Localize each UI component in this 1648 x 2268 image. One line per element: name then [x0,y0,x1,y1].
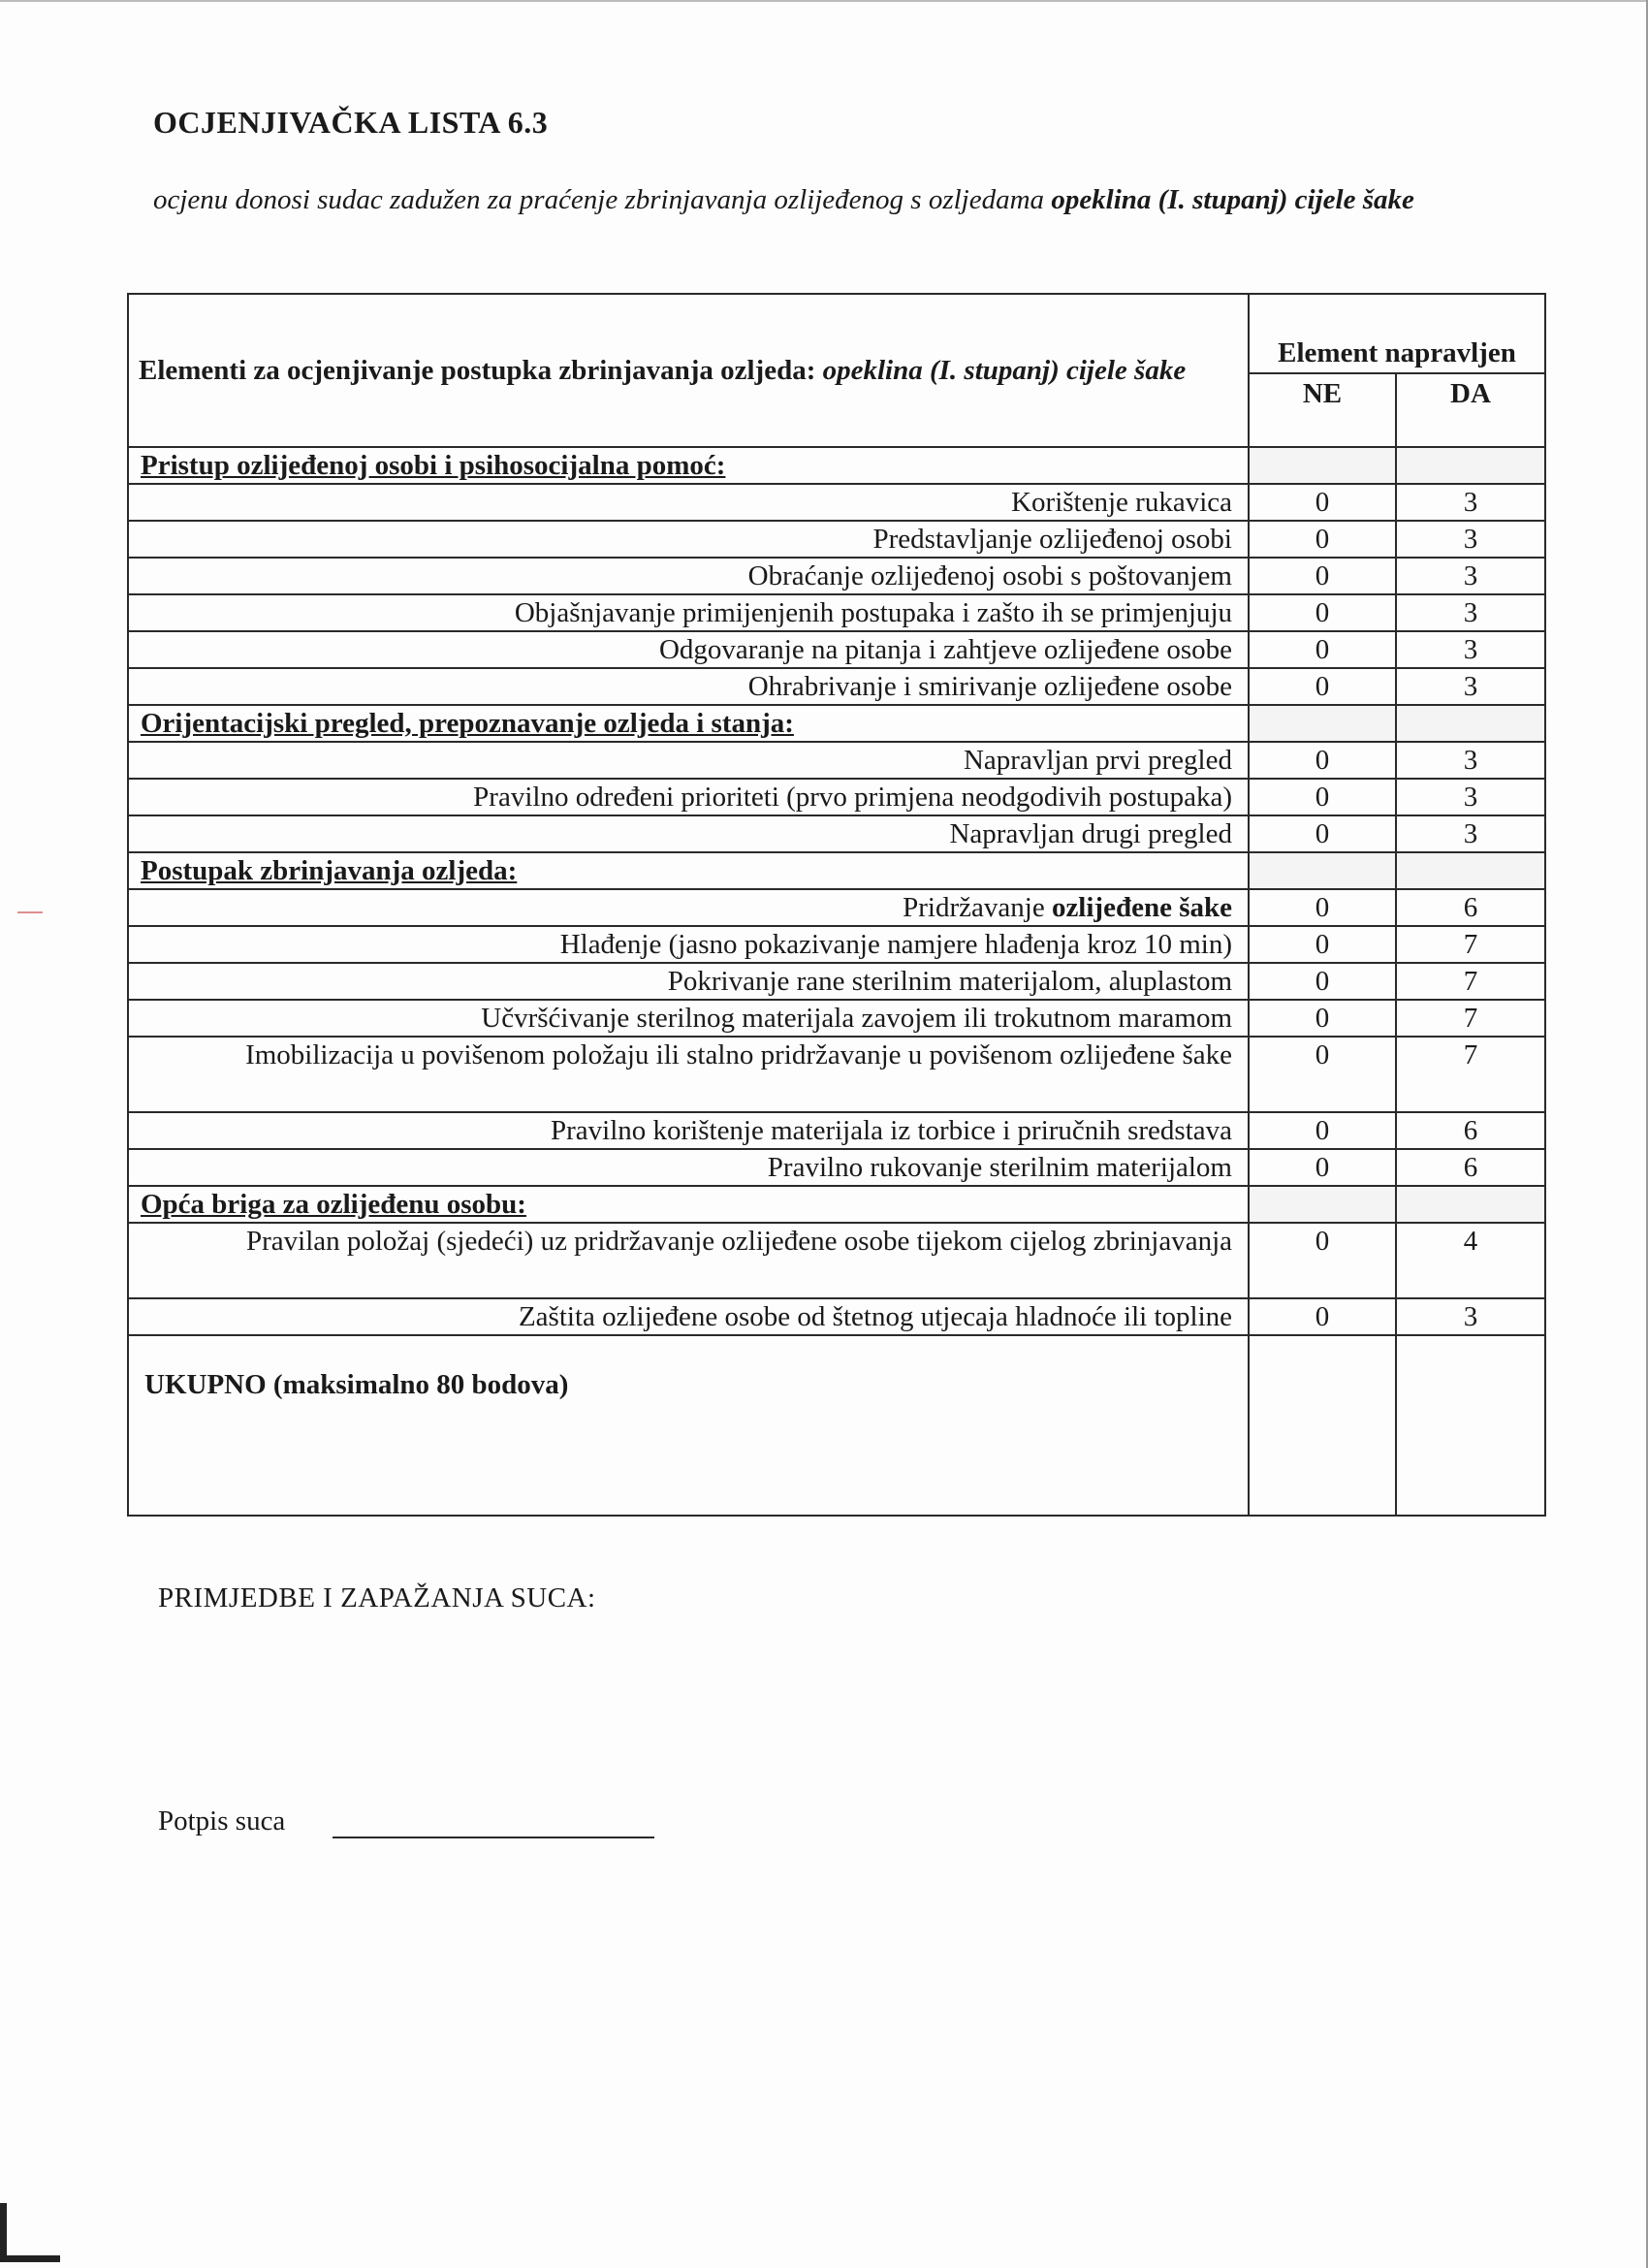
table-row [128,558,1545,594]
scan-stray-mark [17,911,43,913]
header-elements-italic: opeklina (I. stupanj) cijele šake [822,355,1187,386]
criterion-label [128,1149,1249,1186]
criterion-text-bold: ozlijeđene šake [1051,892,1232,923]
score-ne[interactable]: 0 [1249,963,1396,1000]
table-row [128,815,1545,852]
criterion-text: Pokrivanje rane sterilnim materijalom, aluplastom [667,966,1232,997]
score-ne[interactable]: 0 [1249,594,1396,631]
score-ne[interactable]: 0 [1249,1112,1396,1149]
score-ne[interactable]: 0 [1249,484,1396,521]
header-elements-cell [128,294,1249,447]
criterion-text: Imobilizacija u povišenom položaju ili stalno pridržavanje u povišenom ozlijeđene šake [245,1039,1232,1070]
score-da[interactable]: 7 [1396,1037,1545,1112]
assessment-table [127,293,1546,1517]
score-da[interactable]: 6 [1396,1149,1545,1186]
criterion-label [128,889,1249,926]
table-row [128,668,1545,705]
score-ne[interactable]: 0 [1249,1223,1396,1298]
subtitle-bold: opeklina (I. stupanj) cijele šake [1051,184,1414,215]
score-da[interactable]: 6 [1396,889,1545,926]
criterion-label [128,1223,1249,1298]
score-da[interactable]: 3 [1396,484,1545,521]
score-ne[interactable]: 0 [1249,558,1396,594]
criterion-text: Učvršćivanje sterilnog materijala zavojem ili trokutnom maramom [481,1003,1232,1034]
section-empty-cell [1249,1186,1396,1223]
score-da[interactable]: 4 [1396,1223,1545,1298]
criterion-label [128,963,1249,1000]
score-da[interactable]: 3 [1396,742,1545,779]
section-row [128,1186,1545,1223]
total-label: UKUPNO (maksimalno 80 bodova) [128,1335,1249,1516]
criterion-label [128,926,1249,963]
criterion-label [128,742,1249,779]
document-title: OCJENJIVAČKA LISTA 6.3 [153,105,549,140]
criterion-text: Pravilno određeni prioriteti (prvo primjena neodgodivih postupaka) [473,782,1232,813]
score-ne[interactable]: 0 [1249,1149,1396,1186]
criterion-text: Predstavljanje ozlijeđenoj osobi [872,524,1232,555]
score-da[interactable]: 3 [1396,594,1545,631]
score-ne[interactable]: 0 [1249,521,1396,558]
score-ne[interactable]: 0 [1249,742,1396,779]
section-empty-cell [1396,852,1545,889]
score-da[interactable]: 7 [1396,926,1545,963]
criterion-label [128,594,1249,631]
header-elements-label: Elementi za ocjenjivanje postupka zbrinjavanja ozljeda: [139,355,823,386]
section-title: Orijentacijski pregled, prepoznavanje ozljeda i stanja: [128,705,1249,742]
score-ne[interactable]: 0 [1249,1037,1396,1112]
section-row [128,447,1545,484]
criterion-text: Pravilan položaj (sjedeći) uz pridržavanje ozlijeđene osobe tijekom cijelog zbrinjavanja [245,1226,1232,1257]
table-row [128,1149,1545,1186]
score-ne[interactable]: 0 [1249,815,1396,852]
score-ne[interactable]: 0 [1249,1298,1396,1335]
score-da[interactable]: 3 [1396,1298,1545,1335]
criterion-label [128,1112,1249,1149]
score-ne[interactable]: 0 [1249,889,1396,926]
total-ne-cell[interactable] [1249,1335,1396,1516]
criterion-label [128,1000,1249,1037]
score-ne[interactable]: 0 [1249,779,1396,815]
table-row [128,484,1545,521]
table-row [128,594,1545,631]
section-empty-cell [1396,705,1545,742]
section-empty-cell [1396,1186,1545,1223]
score-da[interactable]: 3 [1396,779,1545,815]
page-edge-top [0,0,1648,2]
score-ne[interactable]: 0 [1249,1000,1396,1037]
table-row [128,631,1545,668]
criterion-text: Pravilno korištenje materijala iz torbice i priručnih sredstava [550,1115,1232,1146]
criterion-label [128,1037,1249,1112]
header-element-done: Element napravljen [1249,294,1545,373]
header-col-ne: NE [1249,373,1396,447]
criterion-label [128,631,1249,668]
table-row [128,1037,1545,1112]
table-row [128,521,1545,558]
score-da[interactable]: 3 [1396,558,1545,594]
total-da-cell[interactable] [1396,1335,1545,1516]
criterion-text: Objašnjavanje primijenjenih postupaka i zašto ih se primjenjuju [514,597,1232,628]
criterion-text: Napravljan drugi pregled [949,818,1232,849]
criterion-label [128,484,1249,521]
scan-corner-mark-vertical [0,2203,7,2262]
table-row [128,779,1545,815]
total-row [128,1335,1545,1516]
table-row [128,889,1545,926]
table-row [128,1298,1545,1335]
criterion-label [128,668,1249,705]
criterion-text: Odgovaranje na pitanja i zahtjeve ozlijeđene osobe [658,634,1232,665]
section-empty-cell [1249,852,1396,889]
document-subtitle [153,180,1549,219]
criterion-label [128,779,1249,815]
table-header-row [128,294,1545,373]
section-row [128,852,1545,889]
header-col-da: DA [1396,373,1545,447]
criterion-text: Hlađenje (jasno pokazivanje namjere hlađenja kroz 10 min) [559,929,1232,960]
score-ne[interactable]: 0 [1249,668,1396,705]
section-title: Pristup ozlijeđenoj osobi i psihosocijalna pomoć: [128,447,1249,484]
score-da[interactable]: 3 [1396,815,1545,852]
score-ne[interactable]: 0 [1249,631,1396,668]
subtitle-text: ocjenu donosi sudac zadužen za praćenje zbrinjavanja ozlijeđenog s ozljedama [153,184,1052,215]
section-title: Opća briga za ozlijeđenu osobu: [128,1186,1249,1223]
table-row [128,1112,1545,1149]
signature-line[interactable] [333,1837,654,1838]
table-row [128,926,1545,963]
section-empty-cell [1249,705,1396,742]
criterion-text: Obraćanje ozlijeđenoj osobi s poštovanjem [747,560,1232,591]
score-ne[interactable]: 0 [1249,926,1396,963]
criterion-text: Napravljan prvi pregled [963,745,1232,776]
criterion-label [128,558,1249,594]
criterion-text: Ohrabrivanje i smirivanje ozlijeđene osobe [747,671,1232,702]
table-row [128,1223,1545,1298]
table-row [128,963,1545,1000]
remarks-label: PRIMJEDBE I ZAPAŽANJA SUCA: [158,1582,596,1613]
criterion-label [128,815,1249,852]
criterion-label [128,521,1249,558]
criterion-text: Pridržavanje [903,892,1052,923]
signature-label: Potpis suca [158,1805,286,1837]
section-title: Postupak zbrinjavanja ozljeda: [128,852,1249,889]
criterion-label [128,1298,1249,1335]
table-row [128,742,1545,779]
table-row [128,1000,1545,1037]
score-da[interactable]: 7 [1396,963,1545,1000]
section-row [128,705,1545,742]
score-da[interactable]: 6 [1396,1112,1545,1149]
score-da[interactable]: 3 [1396,668,1545,705]
section-empty-cell [1396,447,1545,484]
criterion-text: Korištenje rukavica [1011,487,1232,518]
score-da[interactable]: 3 [1396,631,1545,668]
criterion-text: Pravilno rukovanje sterilnim materijalom [767,1152,1232,1183]
section-empty-cell [1249,447,1396,484]
score-da[interactable]: 3 [1396,521,1545,558]
score-da[interactable]: 7 [1396,1000,1545,1037]
criterion-text: Zaštita ozlijeđene osobe od štetnog utjecaja hladnoće ili topline [518,1301,1232,1332]
scan-corner-mark [0,2255,60,2262]
